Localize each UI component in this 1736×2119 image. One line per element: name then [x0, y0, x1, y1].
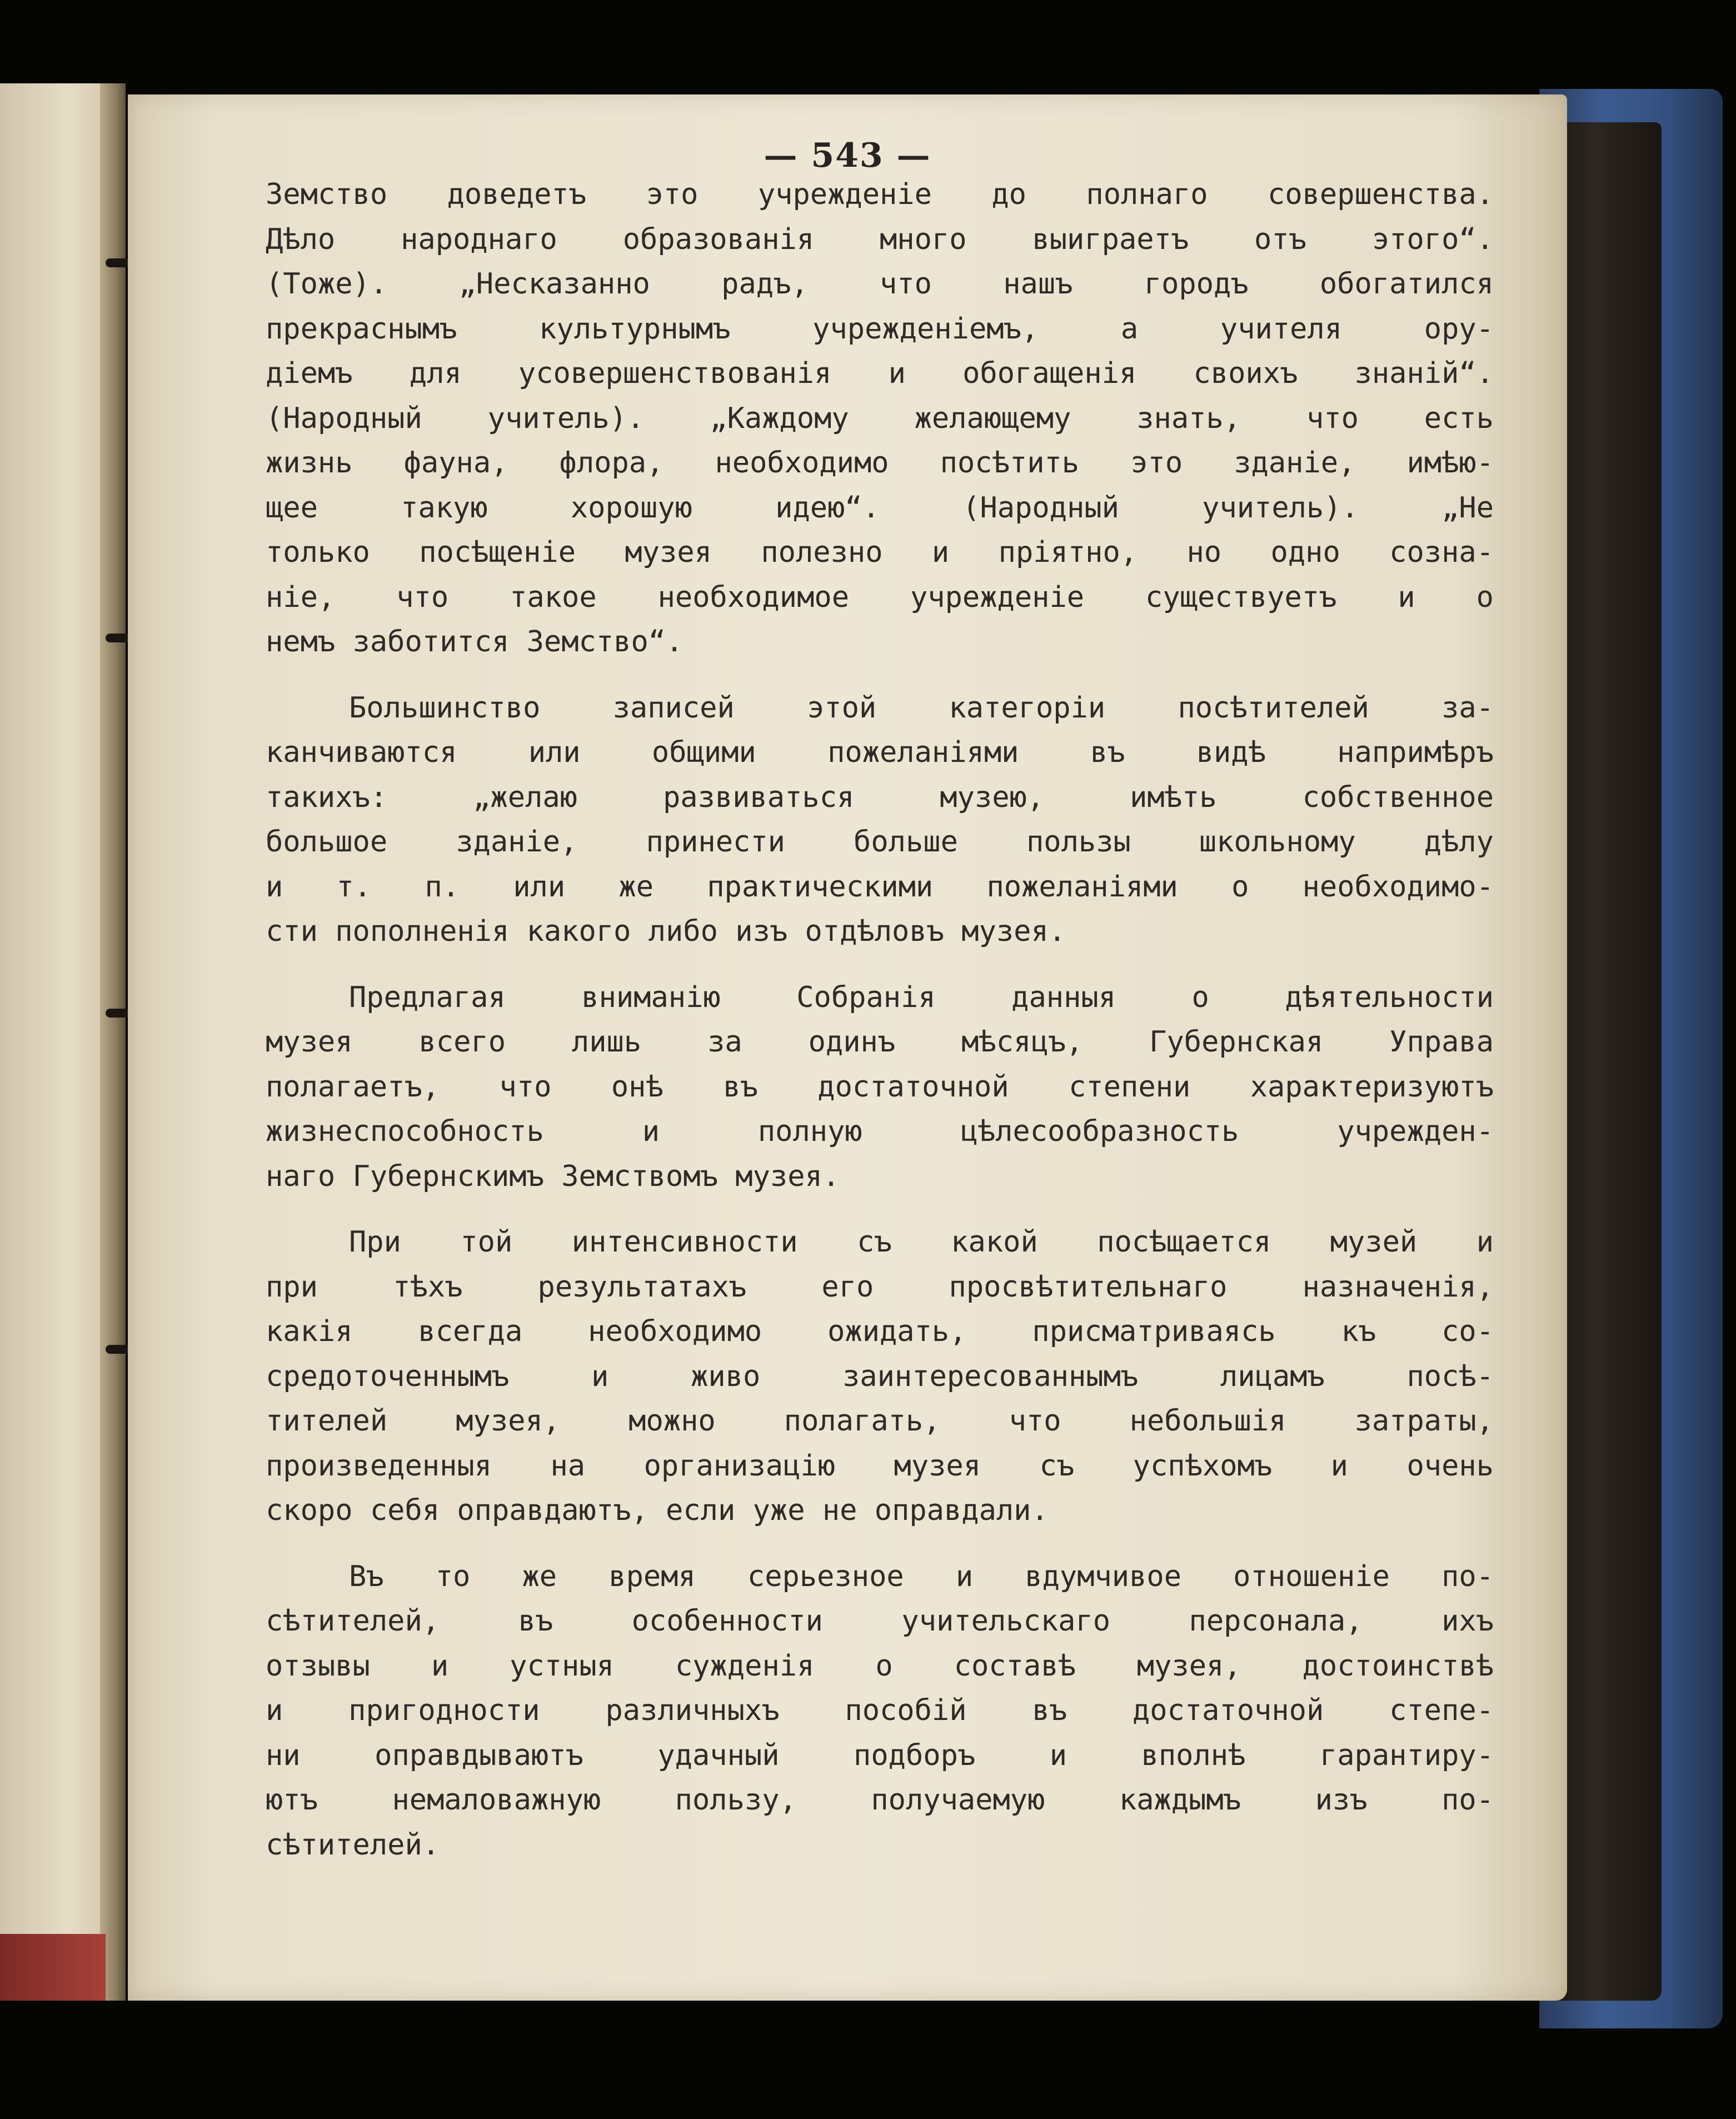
page-body	[266, 172, 1494, 1867]
text-line: Въ то же время серьезное и вдумчивое отношеніе по-	[349, 1559, 1494, 1593]
text-line: какія всегда необходимо ожидать, присматриваясь къ со-	[266, 1315, 1494, 1348]
text-line: отзывы и устныя сужденія о составѣ музея, достоинствѣ	[266, 1649, 1494, 1683]
text-line: полагаетъ, что онѣ въ достаточной степени характеризуютъ	[266, 1070, 1494, 1104]
text-line: немъ заботится Земство“.	[266, 625, 684, 659]
text-line: наго Губернскимъ Земствомъ музея.	[266, 1159, 840, 1193]
text-line: При той интенсивности съ какой посѣщается музей и	[349, 1225, 1494, 1259]
paragraph-gap	[266, 1199, 1494, 1220]
text-line: и пригодности различныхъ пособій въ достаточной степе-	[266, 1694, 1494, 1727]
text-line: тителей музея, можно полагать, что небольшія затраты,	[266, 1404, 1494, 1438]
text-line: скоро себя оправдаютъ, если уже не оправдали.	[266, 1494, 1049, 1527]
text-line: (Тоже). „Несказанно радъ, что нашъ городъ обогатился	[266, 267, 1494, 301]
text-line: ни оправдываютъ удачный подборъ и вполнѣ гарантиру-	[266, 1738, 1494, 1772]
text-line: щее такую хорошую идею“. (Народный учитель). „Не	[266, 491, 1494, 525]
text-line: музея всего лишь за одинъ мѣсяцъ, Губернская Управа	[266, 1025, 1494, 1059]
paragraph-gap	[266, 1533, 1494, 1554]
text-line: жизнь фауна, флора, необходимо посѣтить это зданіе, имѣю-	[266, 446, 1494, 480]
text-line: при тѣхъ результатахъ его просвѣтительнаго назначенія,	[266, 1270, 1494, 1304]
red-page-edge	[0, 1934, 106, 2001]
text-line: большое зданіе, принести больше пользы школьному дѣлу	[266, 825, 1494, 859]
text-line: Земство доведетъ это учрежденіе до полнаго совершенства.	[266, 178, 1494, 211]
page-block-edge	[1550, 122, 1662, 2001]
text-line: канчиваются или общими пожеланіями въ видѣ напримѣръ	[266, 736, 1494, 769]
text-line: (Народный учитель). „Каждому желающему знать, что есть	[266, 401, 1494, 435]
text-line: только посѣщеніе музея полезно и пріятно, но одно созна-	[266, 536, 1494, 569]
text-line: ніе, что такое необходимое учрежденіе существуетъ и о	[266, 580, 1494, 614]
text-line: прекраснымъ культурнымъ учрежденіемъ, а учителя ору-	[266, 312, 1494, 346]
text-line: и т. п. или же практическими пожеланіями о необходимо-	[266, 870, 1494, 904]
text-line: діемъ для усовершенствованія и обогащенія своихъ знаній“.	[266, 357, 1494, 390]
book-page	[128, 94, 1567, 2001]
text-line: жизнеспособность и полную цѣлесообразность учрежден-	[266, 1115, 1494, 1148]
paragraph-gap	[266, 665, 1494, 686]
paragraph-gap	[266, 954, 1494, 975]
text-line: такихъ: „желаю развиваться музею, имѣть собственное	[266, 780, 1494, 814]
text-line: произведенныя на организацію музея съ успѣхомъ и очень	[266, 1449, 1494, 1483]
text-line: сти пополненія какого либо изъ отдѣловъ музея.	[266, 915, 1066, 948]
page-number: — 543 —	[764, 136, 931, 175]
text-line: Дѣло народнаго образованія много выиграетъ отъ этого“.	[266, 222, 1494, 256]
text-line: сѣтителей.	[266, 1828, 440, 1862]
text-line: Большинство записей этой категоріи посѣтителей за-	[349, 691, 1494, 725]
text-line: ютъ немаловажную пользу, получаемую каждымъ изъ по-	[266, 1783, 1494, 1817]
binding-gutter	[100, 83, 126, 2001]
text-line: средоточеннымъ и живо заинтересованнымъ лицамъ посѣ-	[266, 1359, 1494, 1393]
text-line: сѣтителей, въ особенности учительскаго персонала, ихъ	[266, 1604, 1494, 1638]
text-line: Предлагая вниманію Собранія данныя о дѣятельности	[349, 980, 1494, 1014]
